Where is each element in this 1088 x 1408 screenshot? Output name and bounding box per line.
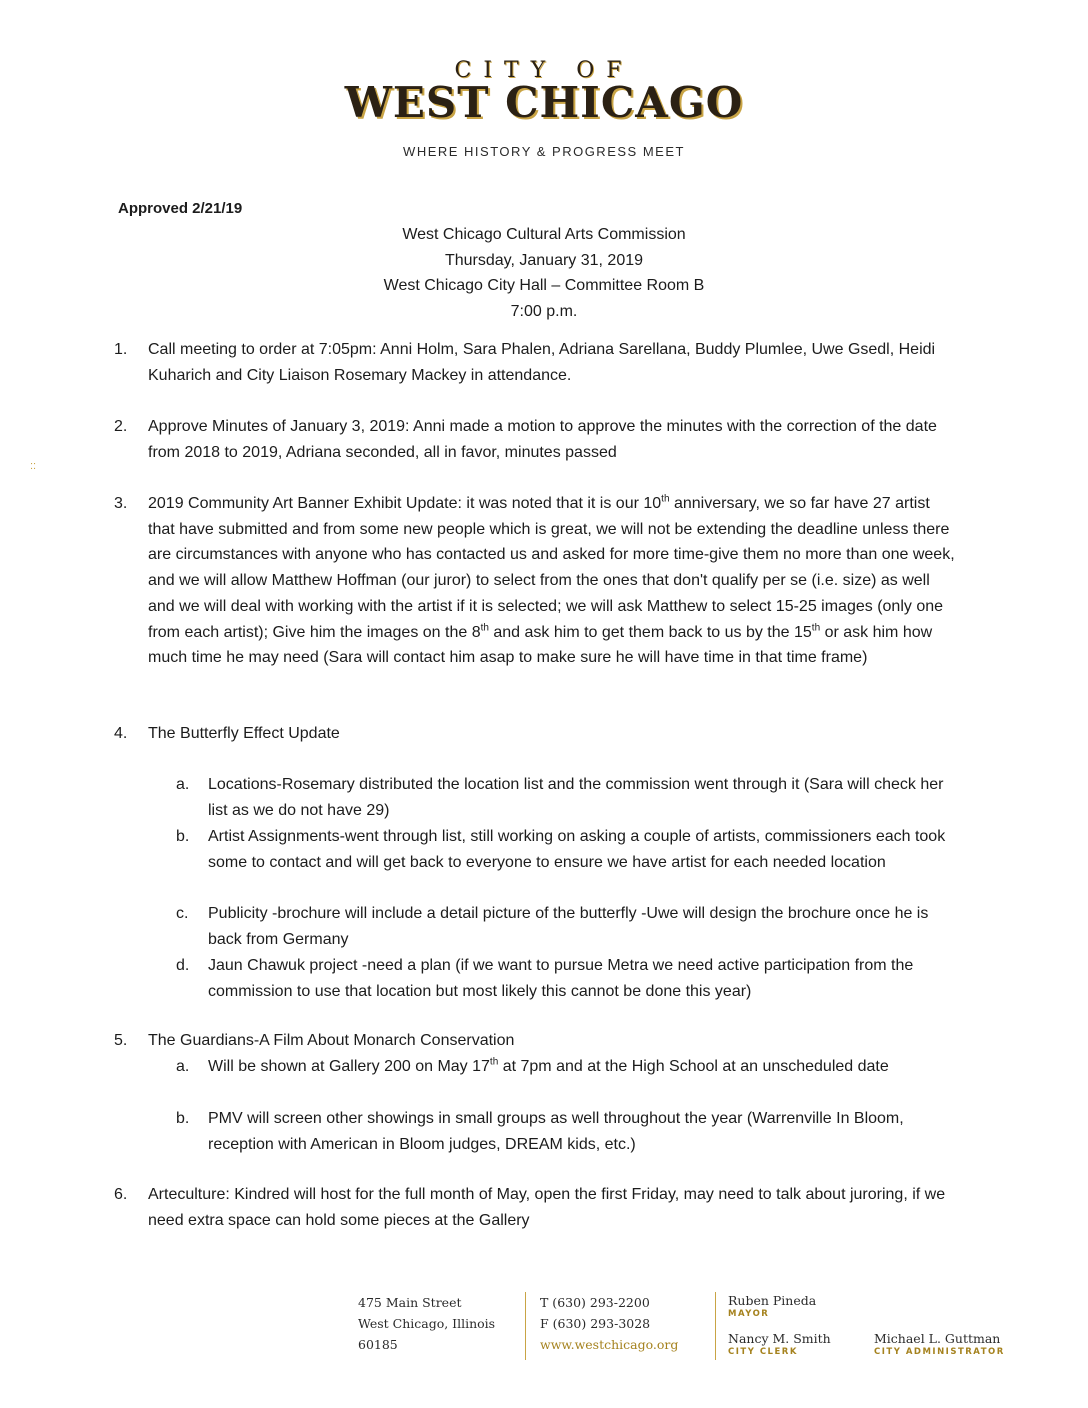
meeting-location: West Chicago City Hall – Committee Room B (383, 277, 705, 295)
sub-item-5a (176, 1054, 948, 1080)
sub-item-text: Jaun Chawuk project -need a plan (if we want to pursue Metra we need active participation from the commission to use that location but most likely this cannot be done this year) (208, 957, 914, 1000)
sub-item-letter: b. (176, 1110, 190, 1127)
ordinal-suffix: th (489, 1056, 499, 1068)
sub-item-5b (176, 1106, 948, 1157)
margin-mark: :: (30, 460, 37, 472)
item-number: 2. (114, 418, 128, 435)
item-text-part: anniversary, we so far have 27 artist that have submitted and from some new people which is great, we will not be extending the deadline unless there are circumstances with anyone who has contacted us and asked for more time-give them no more than one week, and we will allow Matthew Hoffman (our juror) to select from the ones that don't qualify per se (i.e. size) as well and we will deal with working with the artist if it is selected; we will ask Matthew to select 15-25 images (only one from each artist); Give him the images on the 8 (148, 495, 955, 641)
footer-contact (540, 1292, 678, 1355)
sub-item-text-part: at 7pm and at the High School at an unscheduled date (498, 1058, 889, 1075)
item-text: Approve Minutes of January 3, 2019: Anni made a motion to approve the minutes with the correction of the date from 2018 to 2019, Adriana seconded, all in favor, minutes passed (148, 418, 937, 461)
ordinal-suffix: th (811, 622, 821, 634)
item-number: 3. (114, 495, 128, 512)
item-text-part: or ask him how much time he may need (Sara will contact him asap to make sure he will have time in that time frame) (148, 623, 933, 667)
ordinal-suffix: th (661, 493, 670, 505)
sub-item-letter: b. (176, 828, 190, 845)
meeting-header (0, 222, 1088, 325)
clerk-name: Nancy M. Smith (728, 1331, 831, 1346)
mayor-title: MAYOR (728, 1309, 770, 1319)
item-number: 1. (114, 341, 128, 358)
commission-name: West Chicago Cultural Arts Commission (402, 226, 686, 243)
address-line: 475 Main Street (358, 1295, 462, 1310)
item-number: 5. (114, 1032, 128, 1049)
sub-item-text: Locations-Rosemary distributed the location list and the commission went through it (Sara will check her list as we do not have 29) (208, 776, 944, 819)
letterhead-city-of: CITY OF (454, 58, 634, 83)
sub-item-text-part: Will be shown at Gallery 200 on May 17 (208, 1058, 490, 1075)
item-text-part: 2019 Community Art Banner Exhibit Update: it was noted that it is our 10 (148, 495, 662, 512)
sub-item-4a (176, 772, 948, 823)
sub-item-text: Artist Assignments-went through list, still working on asking a couple of artists, commissioners each took some to contact and will get back to everyone to ensure we have artist for each needed location (208, 828, 946, 871)
item-text: The Guardians-A Film About Monarch Conservation (148, 1032, 515, 1049)
sub-item-letter: d. (176, 957, 190, 974)
phone-number: T (630) 293-2200 (540, 1295, 650, 1310)
sub-item-text: Publicity -brochure will include a detail picture of the butterfly -Uwe will design the brochure once he is back from Germany (208, 905, 929, 948)
item-text: The Butterfly Effect Update (148, 725, 340, 742)
agenda-item-4 (114, 721, 958, 747)
website-link[interactable]: www.westchicago.org (540, 1337, 679, 1352)
sub-item-4b (176, 824, 948, 875)
administrator-title: CITY ADMINISTRATOR (874, 1347, 1005, 1357)
footer-administrator (874, 1330, 1005, 1358)
footer-officials (728, 1292, 831, 1358)
footer-divider (715, 1292, 716, 1360)
meeting-time: 7:00 p.m. (510, 303, 578, 321)
letterhead-tagline: WHERE HISTORY & PROGRESS MEET (403, 144, 685, 159)
agenda-item-1 (114, 337, 958, 388)
sub-item-letter: a. (176, 776, 190, 793)
agenda-item-5 (114, 1028, 958, 1054)
address-line: 60185 (358, 1337, 398, 1352)
agenda-item-3 (114, 491, 958, 671)
footer-divider (525, 1292, 526, 1360)
administrator-name: Michael L. Guttman (874, 1331, 1001, 1346)
sub-item-4d (176, 953, 948, 1004)
approved-stamp: Approved 2/21/19 (118, 200, 243, 217)
agenda-item-2 (114, 414, 958, 465)
sub-item-text: PMV will screen other showings in small groups as well throughout the year (Warrenville In Bloom, reception with American in Bloom judges, DREAM kids, etc.) (208, 1110, 904, 1153)
footer-address (358, 1292, 495, 1355)
mayor-name: Ruben Pineda (728, 1293, 817, 1308)
item-number: 6. (114, 1186, 128, 1203)
item-text: Arteculture: Kindred will host for the full month of May, open the first Friday, may need to talk about juroring, if we need extra space can hold some pieces at the Gallery (148, 1186, 946, 1229)
clerk-title: CITY CLERK (728, 1347, 798, 1357)
sub-item-letter: a. (176, 1058, 190, 1075)
item-text: Call meeting to order at 7:05pm: Anni Holm, Sara Phalen, Adriana Sarellana, Buddy Plumlee, Uwe Gsedl, Heidi Kuharich and City Liaison Rosemary Mackey in attendance. (148, 341, 936, 384)
meeting-date: Thursday, January 31, 2019 (444, 251, 644, 269)
address-line: West Chicago, Illinois (358, 1316, 496, 1331)
fax-number: F (630) 293-3028 (540, 1316, 651, 1331)
ordinal-suffix: th (480, 622, 489, 634)
sub-item-letter: c. (176, 905, 189, 922)
sub-item-4c (176, 901, 948, 952)
letterhead-city-name: WEST CHICAGO (344, 78, 744, 127)
agenda-item-6 (114, 1182, 958, 1233)
item-text-part: and ask him to get them back to us by the 15 (488, 623, 812, 641)
item-number: 4. (114, 725, 128, 742)
